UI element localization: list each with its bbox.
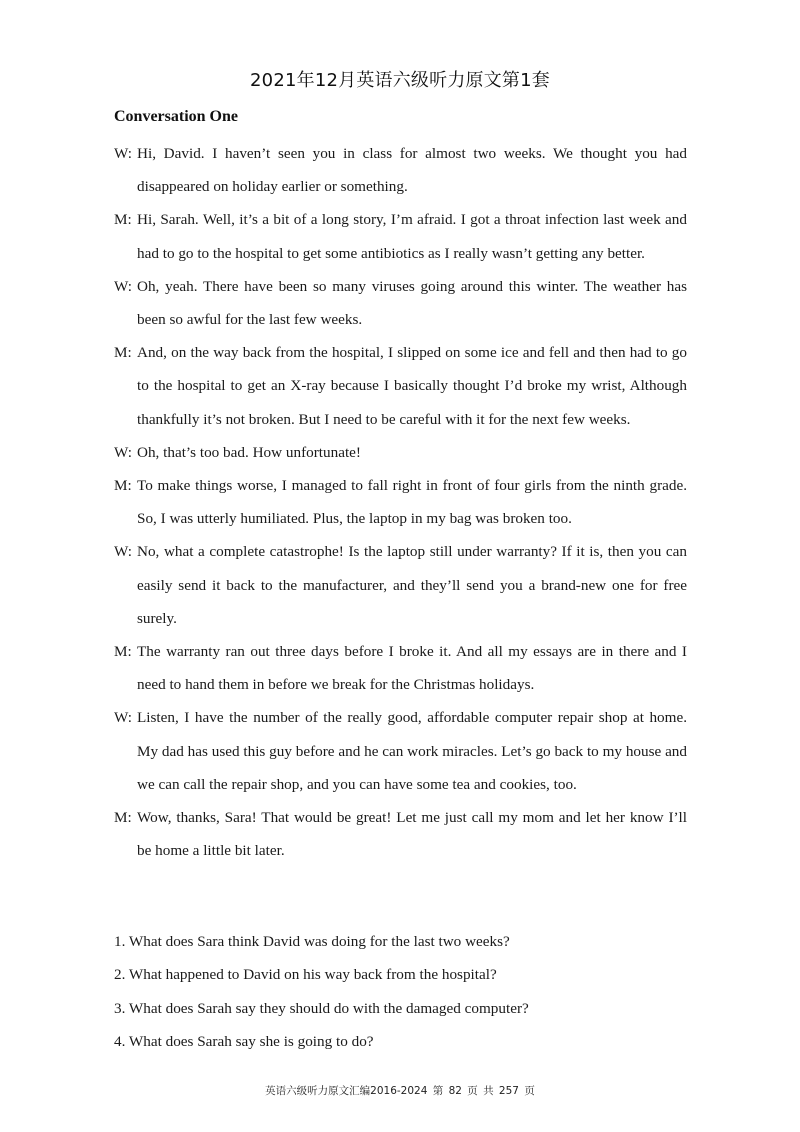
turn-text: To make things worse, I managed to fall right in front of four girls from the ninth grade. So, I was utterly humiliated. Plus, the laptop in my bag was broken too.	[137, 477, 687, 528]
speaker-label: M:	[114, 477, 132, 495]
speaker-label: M:	[114, 809, 132, 827]
section-heading: Conversation One	[114, 108, 238, 125]
speaker-label: W:	[114, 709, 132, 727]
turn-text: Listen, I have the number of the really good, affordable computer repair shop at home. My dad has used this guy before and he can work miracles. Let’s go back to my house and we can call the repair shop, and you can have some tea and cookies, too.	[137, 709, 687, 793]
dialogue-turn	[114, 336, 687, 436]
turn-text: Oh, yeah. There have been so many viruses going around this winter. The weather has been so awful for the last few weeks.	[137, 277, 687, 329]
speaker-label: W:	[114, 443, 132, 461]
turn-text: No, what a complete catastrophe! Is the laptop still under warranty? If it is, then you can easily send it back to the manufacturer, and they’ll send you a brand-new one for free surely.	[137, 543, 687, 627]
dialogue-turn	[114, 137, 687, 203]
dialogue-turn	[114, 436, 687, 469]
dialogue-turn	[114, 801, 687, 867]
turn-text: Wow, thanks, Sara! That would be great! Let me just call my mom and let her know I’ll be home a little bit later.	[137, 809, 687, 860]
turn-text: And, on the way back from the hospital, I slipped on some ice and fell and then had to go to the hospital to get an X-ray because I basically thought I’d broke my wrist, Although thankfully it’s not broken. But I need to be careful with it for the next few weeks.	[137, 344, 687, 428]
page-footer: 英语六级听力原文汇编2016-2024 第 82 页 共 257 页	[265, 1085, 535, 1097]
question-item: 1. What does Sara think David was doing for the last two weeks?	[114, 933, 510, 950]
speaker-label: W:	[114, 145, 132, 162]
question-item: 4. What does Sarah say she is going to do?	[114, 1033, 374, 1051]
turn-text: Hi, David. I haven’t seen you in class for almost two weeks. We thought you had disappeared on holiday earlier or something.	[137, 145, 687, 196]
dialogue-turn	[114, 535, 687, 635]
dialogue-turn	[114, 635, 687, 701]
speaker-label: M:	[114, 211, 132, 229]
turn-text: Hi, Sarah. Well, it’s a bit of a long story, I’m afraid. I got a throat infection last week and had to go to the hospital to get some antibiotics as I really wasn’t getting any better.	[137, 211, 687, 262]
turn-text: Oh, that’s too bad. How unfortunate!	[137, 443, 361, 461]
question-item: 2. What happened to David on his way back from the hospital?	[114, 966, 497, 984]
dialogue	[114, 137, 687, 867]
speaker-label: M:	[114, 344, 132, 362]
speaker-label: W:	[114, 277, 132, 295]
dialogue-turn	[114, 203, 687, 269]
page-title: 2021年12月英语六级听力原文第1套	[250, 70, 550, 91]
dialogue-turn	[114, 270, 687, 336]
dialogue-turn	[114, 701, 687, 801]
speaker-label: M:	[114, 643, 132, 661]
dialogue-turn	[114, 469, 687, 535]
speaker-label: W:	[114, 543, 132, 561]
turn-text: The warranty ran out three days before I broke it. And all my essays are in there and I need to hand them in before we break for the Christmas holidays.	[137, 643, 687, 694]
question-item: 3. What does Sarah say they should do with the damaged computer?	[114, 999, 529, 1017]
question-list	[114, 925, 687, 1059]
